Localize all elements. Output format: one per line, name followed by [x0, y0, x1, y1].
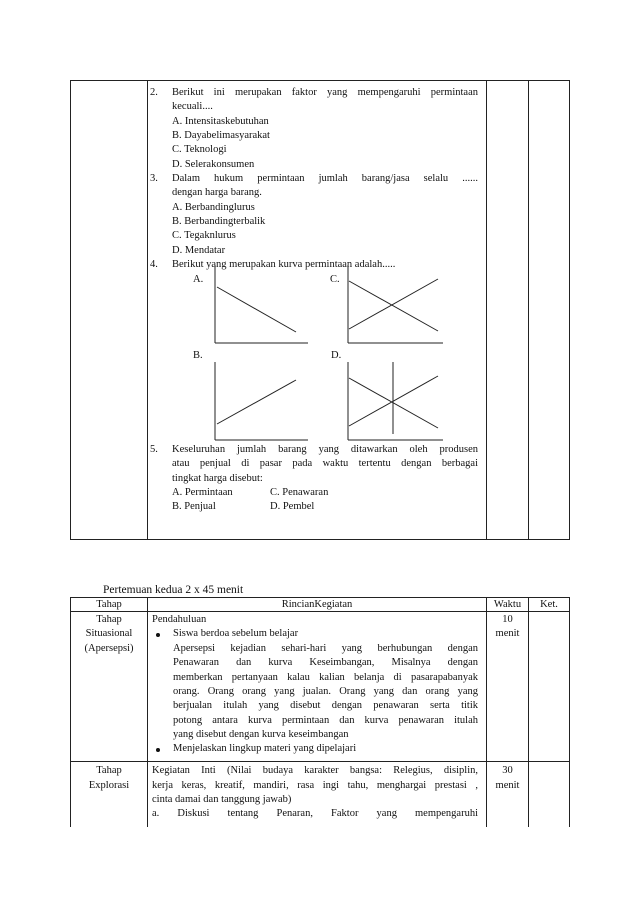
graph-a: [208, 265, 308, 347]
option: C. Teknologi: [172, 144, 227, 155]
activity-text: memberkan pertanyaan kalau kalian belanja di pasarapabanyak: [173, 672, 478, 683]
bullet-icon: [156, 748, 160, 752]
tahap-label: Explorasi: [88, 780, 130, 791]
question-text: Dalam hukum permintaan jumlah barang/jasa selalu ......: [172, 173, 478, 184]
graph-label-c: C.: [330, 274, 340, 285]
activity-text: cinta damai dan tanggung jawab): [152, 794, 292, 805]
graph-b: [208, 362, 308, 444]
option: A. Berbandinglurus: [172, 202, 255, 213]
question-text: dengan harga barang.: [172, 187, 262, 198]
tahap-label: Situasional: [85, 628, 133, 639]
question-number: 4.: [150, 259, 158, 270]
activity-item: Siswa berdoa sebelum belajar: [173, 628, 299, 639]
waktu-value: 10: [502, 614, 513, 625]
curve-line: [349, 279, 438, 329]
tahap-label: Tahap: [96, 765, 122, 776]
option: A. Intensitaskebutuhan: [172, 116, 269, 127]
waktu-unit: menit: [495, 780, 520, 791]
curve-line: [349, 281, 438, 331]
activity-text: Penawaran dan kurva Keseimbangan, Misalnya dengan: [173, 657, 478, 668]
activity-heading: Pendahuluan: [152, 614, 207, 625]
activity-text: yang disebut dengan kurva keseimbangan: [173, 729, 349, 740]
option: C. Penawaran: [270, 487, 329, 498]
option: B. Penjual: [172, 501, 216, 512]
activity-text: a. Diskusi tentang Penaran, Faktor yang mempengaruhi: [152, 808, 478, 819]
option: C. Tegaknlurus: [172, 230, 236, 241]
header-ket: Ket.: [540, 599, 558, 610]
activity-text: kerja keras, kreatif, mandiri, rasa ingi tahu, menghargai prestasi ,: [152, 780, 478, 791]
graph-label-b: B.: [193, 350, 203, 361]
option: D. Selerakonsumen: [172, 159, 255, 170]
tahap-label: (Apersepsi): [84, 643, 134, 654]
question-number: 3.: [150, 173, 158, 184]
option: B. Dayabelimasyarakat: [172, 130, 270, 141]
question-text: Keseluruhan jumlah barang yang ditawarkan oleh produsen: [172, 444, 478, 455]
curve-line: [217, 380, 296, 424]
header-tahap: Tahap: [96, 599, 122, 610]
question-text: Berikut ini merupakan faktor yang mempengaruhi permintaan: [172, 87, 478, 98]
option: D. Pembel: [270, 501, 315, 512]
header-rincian: RincianKegiatan: [281, 599, 353, 610]
graph-label-d: D.: [331, 350, 342, 361]
option: B. Berbandingterbalik: [172, 216, 266, 227]
question-text: atau penjual di pasar pada waktu tertentu dengan berbagai: [172, 458, 478, 469]
activity-item: Menjelaskan lingkup materi yang dipelajari: [173, 743, 357, 754]
waktu-unit: menit: [495, 628, 520, 639]
question-number: 2.: [150, 87, 158, 98]
activity-text: berjualan itulah yang disebut dengan penawaran serta titik: [173, 700, 478, 711]
waktu-value: 30: [502, 765, 513, 776]
bullet-icon: [156, 633, 160, 637]
activity-text: potong antara kurva permintaan dan kurva penawaran itulah: [173, 715, 478, 726]
question-number: 5.: [150, 444, 158, 455]
question-text: kecuali....: [172, 101, 213, 112]
activity-text: Kegiatan Inti (Nilai budaya karakter bangsa: Relegius, disiplin,: [152, 765, 478, 776]
question-text: Berikut yang merupakan kurva permintaan adalah.....: [172, 259, 396, 270]
activity-text: orang. Orang orang yang jualan. Orang yang dan orang yang: [173, 686, 478, 697]
graph-label-a: A.: [193, 274, 204, 285]
question-text: tingkat harga disebut:: [172, 473, 263, 484]
graph-c: [343, 265, 443, 347]
option: A. Permintaan: [172, 487, 233, 498]
tahap-label: Tahap: [96, 614, 122, 625]
activity-text: Apersepsi kejadian sehari-hari yang berhubungan dengan: [173, 643, 478, 654]
option: D. Mendatar: [172, 245, 226, 256]
header-waktu: Waktu: [493, 599, 522, 610]
graph-d: [343, 362, 443, 444]
section-title: Pertemuan kedua 2 x 45 menit: [103, 584, 244, 596]
curve-line: [217, 287, 296, 332]
